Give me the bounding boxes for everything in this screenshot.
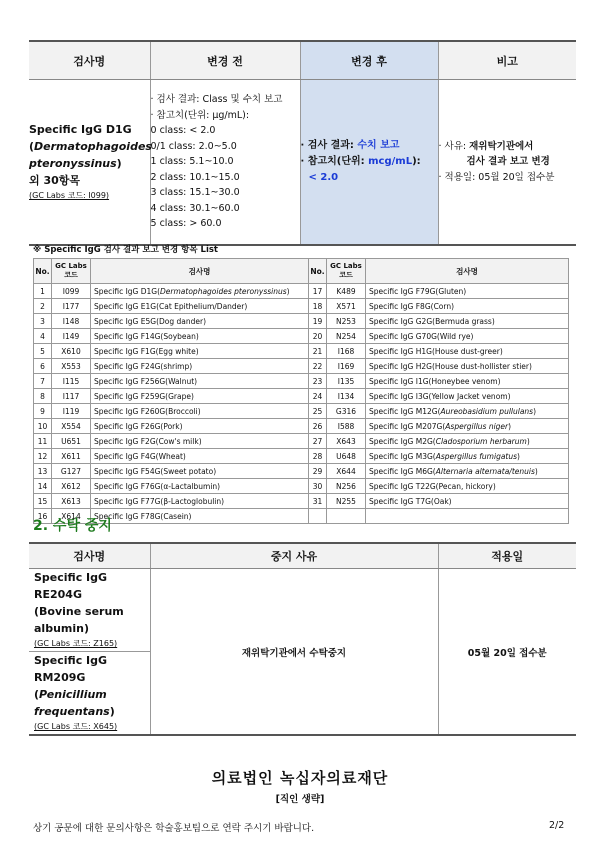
list-name-text: Specific IgG E5G(Dog dander) [94,316,206,326]
list-code: X611 [52,449,91,464]
list-name-latin: Cladosporium herbarum [435,436,527,446]
list-code: U648 [327,449,366,464]
list-code: X553 [52,359,91,374]
header-remark: 비고 [438,41,576,80]
table-row [34,494,569,509]
after-ref-close: ): [412,156,421,167]
list-code: I115 [52,374,91,389]
before-line: · 검사 결과: Class 및 수치 보고 [150,94,283,106]
table-row [34,314,569,329]
test-name-latin-line2 [29,155,150,172]
list-header-name: 검사명 [91,259,309,284]
after-ref [301,154,438,170]
paren-open: ( [29,140,35,153]
list-name [91,374,309,389]
list-body [34,284,569,524]
list-code: I588 [327,419,366,434]
list-no: 10 [34,419,52,434]
list-name [91,299,309,314]
table-row [34,299,569,314]
latin-name-part1: Penicillium [39,688,107,701]
list-no: 19 [309,314,327,329]
list-code: X644 [327,464,366,479]
list-no: 13 [34,464,52,479]
list-code: U651 [52,434,91,449]
list-no: 4 [34,329,52,344]
list-no: 9 [34,404,52,419]
before-line: 0/1 class: 2.0~5.0 [150,140,237,152]
list-name-text: Specific IgG G70G(Wild rye) [369,331,474,341]
test-name-line: Specific IgG RE204G [34,571,108,601]
test-name-cell [29,80,150,246]
change-table [29,40,576,246]
list-name [366,284,569,299]
remark-reason-value: 재위탁기관에서 [469,140,534,152]
list-code: X554 [52,419,91,434]
table-row [34,479,569,494]
list-name [366,464,569,479]
list-name [366,449,569,464]
list-no: 7 [34,374,52,389]
list-name [366,419,569,434]
before-cell [150,80,300,246]
list-name [91,344,309,359]
list-code: N253 [327,314,366,329]
list-name [91,329,309,344]
before-line: 5 class: > 60.0 [150,218,222,230]
list-code: I168 [327,344,366,359]
list-header-name: 검사명 [366,259,569,284]
list-name-text: Specific IgG M3G( [369,451,436,461]
list-name-text: Specific IgG M6G( [369,466,436,476]
table-row [34,404,569,419]
test-name-line: (Bovine serum [34,605,124,618]
list-no: 26 [309,419,327,434]
list-name [366,509,569,524]
list-name [91,314,309,329]
before-line: 3 class: 15.1~30.0 [150,187,240,199]
remark-date: · 적용일: 05월 20일 접수분 [438,171,555,183]
list-name [91,284,309,299]
after-ref-label: · 참고치(단위: [300,156,369,167]
list-no: 16 [34,509,52,524]
list-no: 22 [309,359,327,374]
list-header-no: No. [309,259,327,284]
list-name [91,509,309,524]
list-no: 24 [309,389,327,404]
list-no: 15 [34,494,52,509]
list-name [366,494,569,509]
list-code: G316 [327,404,366,419]
table-row [34,359,569,374]
list-name-text: Specific IgG F78G(Casein) [94,511,192,521]
list-name [91,494,309,509]
test-count: 외 30항목 [29,174,81,187]
list-code: X613 [52,494,91,509]
list-no: 20 [309,329,327,344]
list-name-text: Specific IgG E1G(Cat Epithelium/Dander) [94,301,248,311]
list-code: I099 [52,284,91,299]
list-name-text: Specific IgG H2G(House dust-hollister stier) [369,361,532,371]
table-row [34,449,569,464]
suspension-row [29,569,576,652]
list-name-text: Specific IgG G2G(Bermuda grass) [369,316,495,326]
list-note: ※ Specific IgG 검사 결과 보고 변경 항목 List [33,245,218,255]
list-name [91,434,309,449]
list-name-text: Specific IgG F8G(Corn) [369,301,455,311]
list-name [91,389,309,404]
latin-name-part2: pteronyssinus [29,157,117,170]
page-number: 2/2 [549,820,565,831]
header-test-name: 검사명 [29,543,150,569]
latin-name-part2: frequentans [34,705,110,718]
header-reason: 중지 사유 [150,543,438,569]
list-no: 2 [34,299,52,314]
list-no: 18 [309,299,327,314]
list-name-end: ) [533,406,537,416]
list-header-no: No. [34,259,52,284]
list-name-text: Specific IgG F259G(Grape) [94,391,194,401]
after-result-label: · 검사 결과: [300,140,358,151]
list-no: 29 [309,464,327,479]
header-before: 변경 전 [150,41,300,80]
list-name-text: Specific IgG D1G( [94,286,161,296]
list-header-row [34,259,569,284]
list-name-end: ) [534,466,538,476]
suspended-test-1 [29,569,150,652]
list-name-end: ) [286,286,290,296]
table-row [34,344,569,359]
test-code: (GC Labs 코드: I099) [29,191,110,200]
list-name [91,479,309,494]
list-header-code [52,259,91,284]
list-code: I148 [52,314,91,329]
test-name-line: Specific IgG D1G [29,123,132,136]
list-code: K489 [327,284,366,299]
list-name [366,374,569,389]
list-name-text: Specific IgG F26G(Pork) [94,421,183,431]
organization-name: 의료법인 녹십자의료재단 [211,769,389,787]
after-cell [300,80,438,246]
suspension-reason: 재위탁기관에서 수탁중지 [150,569,438,736]
list-no [309,509,327,524]
paren-close: ) [109,705,115,718]
table-row [34,434,569,449]
suspension-apply-date: 05월 20일 접수분 [438,569,576,736]
list-code: G127 [52,464,91,479]
list-name-text: Specific IgG T22G(Pecan, hickory) [369,481,496,491]
list-code [327,509,366,524]
header-test-name: 검사명 [29,41,150,80]
list-no: 28 [309,449,327,464]
table-row [34,374,569,389]
list-name [366,329,569,344]
latin-name-part1: Dermatophagoides [34,140,152,153]
suspended-test-2 [29,652,150,736]
list-code: X643 [327,434,366,449]
list-code: X614 [52,509,91,524]
list-name-text: Specific IgG F54G(Sweet potato) [94,466,217,476]
list-code: I134 [327,389,366,404]
list-no: 25 [309,404,327,419]
list-name [366,434,569,449]
after-result-value: 수치 보고 [357,140,400,151]
paren-open: ( [34,688,40,701]
paren-close: ) [116,157,122,170]
list-name-latin: Aspergillus fumigatus [435,451,518,461]
code-header-line1: GC Labs [55,262,87,270]
list-name-text: Specific IgG I3G(Yellow Jacket venom) [369,391,511,401]
remark-reason [439,139,577,155]
contact-note: 상기 공문에 대한 문의사항은 학술홍보팀으로 연락 주시기 바랍니다. [33,823,315,834]
table-row [34,464,569,479]
list-name [91,404,309,419]
list-code: N256 [327,479,366,494]
section-title: 2. 수탁 중지 [33,518,112,534]
list-no: 11 [34,434,52,449]
list-code: X610 [52,344,91,359]
list-code: X612 [52,479,91,494]
list-no: 23 [309,374,327,389]
list-name-text: Specific IgG F260G(Broccoli) [94,406,201,416]
list-name [91,419,309,434]
change-table-row [29,80,576,246]
list-name-end: ) [508,421,512,431]
list-name-text: Specific IgG F1G(Egg white) [94,346,199,356]
list-no: 8 [34,389,52,404]
list-name-text: Specific IgG F24G(shrimp) [94,361,193,371]
test-name-line: Specific IgG RM209G [34,654,108,684]
list-name [366,344,569,359]
code-header-line2: 코드 [339,271,353,279]
table-row [34,509,569,524]
list-no: 12 [34,449,52,464]
list-name-text: Specific IgG F4G(Wheat) [94,451,186,461]
list-name [366,479,569,494]
table-row [34,329,569,344]
list-code: I135 [327,374,366,389]
list-name-text: Specific IgG M12G( [369,406,441,416]
list-name-text: Specific IgG F2G(Cow's milk) [94,436,202,446]
code-header-line2: 코드 [64,271,78,279]
list-name-text: Specific IgG F76G(α-Lactalbumin) [94,481,221,491]
before-line: 2 class: 10.1~15.0 [150,171,240,183]
test-name-latin-line [34,686,150,703]
before-line: 1 class: 5.1~10.0 [150,156,234,168]
list-no: 14 [34,479,52,494]
test-name-line: albumin) [34,622,89,635]
list-name [366,404,569,419]
list-no: 3 [34,314,52,329]
table-row [34,284,569,299]
list-name [366,314,569,329]
remark-cell [438,80,576,246]
list-name-end: ) [526,436,530,446]
suspension-header [29,543,576,569]
before-line: · 참고치(단위: μg/mL): [150,109,250,121]
table-row [34,419,569,434]
list-code: X571 [327,299,366,314]
remark-reason-label: · 사유: [438,140,470,152]
list-name [91,449,309,464]
after-result [301,138,438,154]
list-name-text: Specific IgG T7G(Oak) [369,496,452,506]
code-header-line1: GC Labs [330,262,362,270]
test-code: (GC Labs 코드: X645) [34,722,118,731]
list-code: N254 [327,329,366,344]
table-row [34,389,569,404]
list-name [366,389,569,404]
list-name-latin: Aureobasidium pullulans [440,406,534,416]
list-name-text: Specific IgG F14G(Soybean) [94,331,199,341]
test-name-latin-line2 [34,703,150,720]
remark-reason-value2: 검사 결과 보고 변경 [466,156,550,168]
after-ref-unit: mcg/mL [368,156,413,167]
list-no: 21 [309,344,327,359]
list-name [366,359,569,374]
list-name [91,359,309,374]
list-no: 6 [34,359,52,374]
test-code: (GC Labs 코드: Z165) [34,639,118,648]
list-name-text: Specific IgG F77G(β-Lactoglobulin) [94,496,225,506]
list-header-code [327,259,366,284]
list-name-text: Specific IgG M207G( [369,421,446,431]
list-name [91,464,309,479]
list-name [366,299,569,314]
list-no: 31 [309,494,327,509]
list-name-latin: Aspergillus niger [445,421,509,431]
item-list-table [33,258,569,524]
test-name-latin-line [29,138,150,155]
after-ref-value: < 2.0 [308,172,339,183]
seal-omitted: [직인 생략] [275,794,325,805]
before-line: 0 class: < 2.0 [150,125,216,137]
header-after: 변경 후 [300,41,438,80]
list-no: 30 [309,479,327,494]
list-no: 27 [309,434,327,449]
list-name-text: Specific IgG F256G(Walnut) [94,376,198,386]
list-code: I177 [52,299,91,314]
list-code: I119 [52,404,91,419]
list-code: I149 [52,329,91,344]
list-name-latin: Alternaria alternata/tenuis [435,466,535,476]
before-line: 4 class: 30.1~60.0 [150,202,240,214]
suspension-table [29,542,576,736]
list-no: 5 [34,344,52,359]
list-name-text: Specific IgG F79G(Gluten) [369,286,467,296]
list-code: N255 [327,494,366,509]
list-code: I169 [327,359,366,374]
list-no: 1 [34,284,52,299]
list-code: I117 [52,389,91,404]
change-table-header [29,41,576,80]
list-name-text: Specific IgG M2G( [369,436,436,446]
list-name-text: Specific IgG I1G(Honeybee venom) [369,376,501,386]
list-name-latin: Dermatophagoides pteronyssinus [160,286,287,296]
list-name-end: ) [517,451,520,461]
list-name-text: Specific IgG H1G(House dust-greer) [369,346,503,356]
header-apply-date: 적용일 [438,543,576,569]
list-no: 17 [309,284,327,299]
